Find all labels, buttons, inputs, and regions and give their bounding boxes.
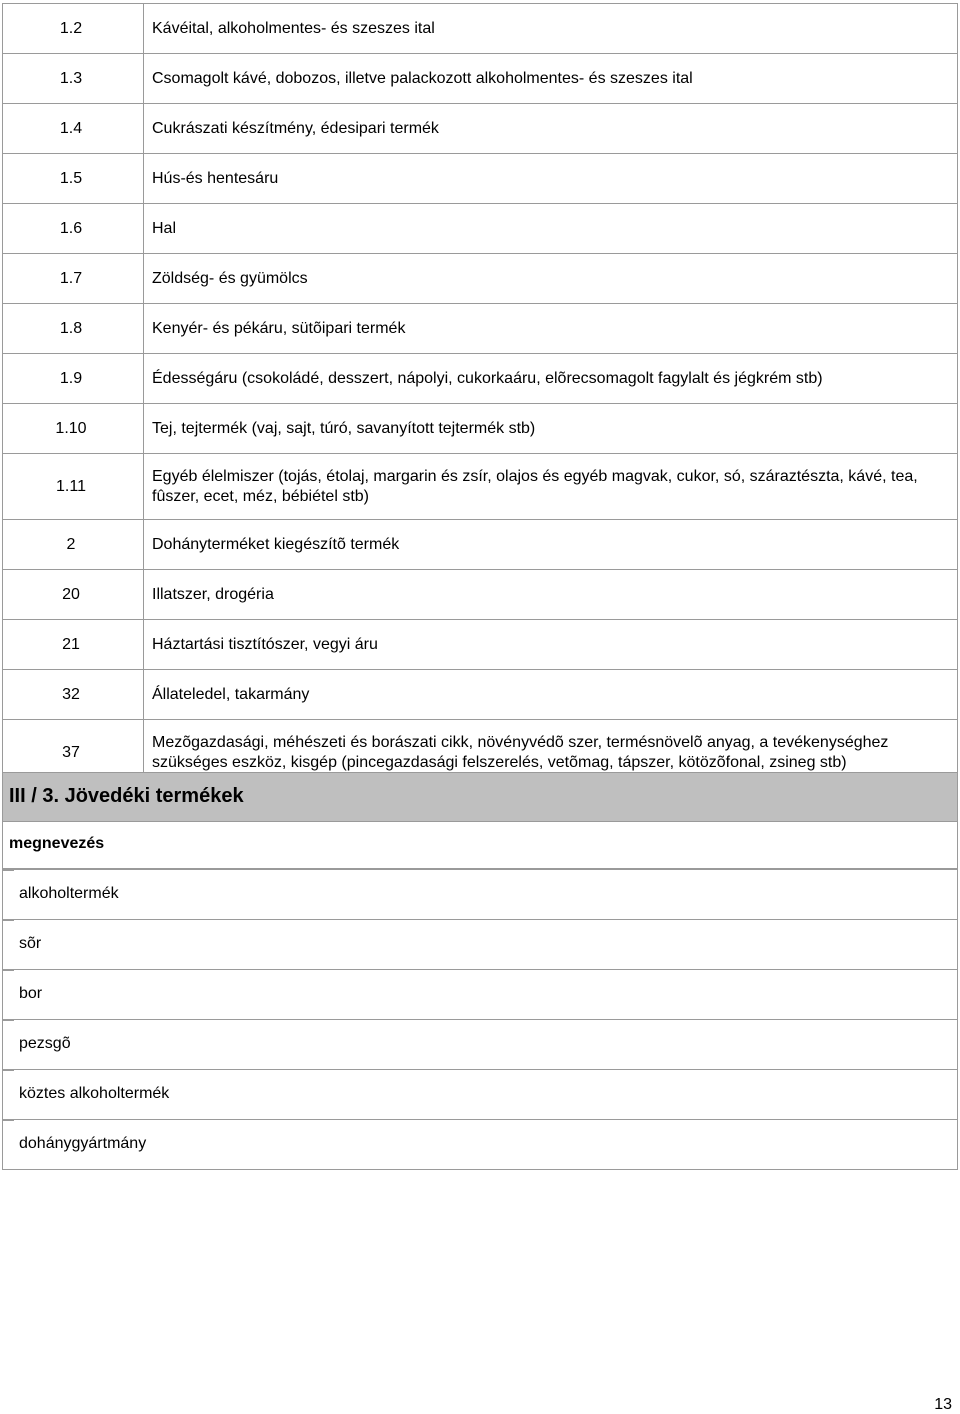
list-item-label: sõr	[19, 935, 42, 952]
category-code: 1.5	[3, 154, 144, 204]
table-row	[3, 154, 958, 204]
list-item	[3, 1019, 957, 1069]
category-code: 1.2	[3, 4, 144, 54]
category-description: Illatszer, drogéria	[144, 570, 958, 620]
category-code: 1.4	[3, 104, 144, 154]
category-code: 37	[3, 720, 144, 786]
category-description: Tej, tejtermék (vaj, sajt, túró, savanyított tejtermék stb)	[144, 404, 958, 454]
category-description: Háztartási tisztítószer, vegyi áru	[144, 620, 958, 670]
excise-product-list	[2, 868, 958, 1170]
category-description: Dohányterméket kiegészítõ termék	[144, 520, 958, 570]
category-code: 1.10	[3, 404, 144, 454]
category-code: 32	[3, 670, 144, 720]
category-table	[2, 3, 958, 786]
category-description: Kenyér- és pékáru, sütõipari termék	[144, 304, 958, 354]
list-item-label: alkoholtermék	[19, 885, 119, 902]
table-row	[3, 204, 958, 254]
row-marker	[3, 1020, 14, 1021]
table-row	[3, 304, 958, 354]
category-code: 2	[3, 520, 144, 570]
page-number: 13	[934, 1396, 952, 1413]
table-row	[3, 254, 958, 304]
category-description: Állateledel, takarmány	[144, 670, 958, 720]
list-item-label: dohánygyártmány	[19, 1135, 147, 1152]
list-item-label: pezsgõ	[19, 1035, 71, 1052]
row-marker	[3, 1070, 14, 1071]
section-header	[2, 772, 958, 822]
category-description: Egyéb élelmiszer (tojás, étolaj, margarin és zsír, olajos és egyéb magvak, cukor, só, száraztészta, kávé, tea, fûszer, ecet, méz, bébiétel stb)	[144, 454, 958, 520]
list-item	[3, 919, 957, 969]
table-row	[3, 4, 958, 54]
category-code: 1.8	[3, 304, 144, 354]
list-item-label: bor	[19, 985, 43, 1002]
row-marker	[3, 1120, 14, 1121]
table-row	[3, 104, 958, 154]
row-marker	[3, 920, 14, 921]
category-code: 1.9	[3, 354, 144, 404]
table-row	[3, 454, 958, 520]
category-description: Édességáru (csokoládé, desszert, nápolyi, cukorkaáru, elõrecsomagolt fagylalt és jégkrém stb)	[144, 354, 958, 404]
row-marker	[3, 970, 14, 971]
table-row	[3, 620, 958, 670]
category-description: Hal	[144, 204, 958, 254]
row-marker	[3, 870, 14, 871]
category-code: 1.7	[3, 254, 144, 304]
column-header	[2, 821, 958, 868]
category-description: Csomagolt kávé, dobozos, illetve palackozott alkoholmentes- és szeszes ital	[144, 54, 958, 104]
list-item	[3, 869, 957, 919]
list-item	[3, 969, 957, 1019]
table-row	[3, 520, 958, 570]
table-row	[3, 54, 958, 104]
list-item	[3, 1069, 957, 1119]
category-code: 20	[3, 570, 144, 620]
category-description: Cukrászati készítmény, édesipari termék	[144, 104, 958, 154]
category-description: Zöldség- és gyümölcs	[144, 254, 958, 304]
category-code: 1.11	[3, 454, 144, 520]
table-row	[3, 570, 958, 620]
table-row	[3, 354, 958, 404]
category-code: 1.3	[3, 54, 144, 104]
list-item	[3, 1119, 957, 1169]
column-header-label: megnevezés	[9, 835, 105, 852]
category-description: Hús-és hentesáru	[144, 154, 958, 204]
category-description: Mezõgazdasági, méhészeti és borászati cikk, növényvédõ szer, termésnövelõ anyag, a tevékenységhez szükséges eszköz, kisgép (pincegazdasági felszerelés, vetõmag, tápszer, kötözõfonal, zsineg stb)	[144, 720, 958, 786]
table-row	[3, 670, 958, 720]
category-code: 21	[3, 620, 144, 670]
category-description: Kávéital, alkoholmentes- és szeszes ital	[144, 4, 958, 54]
list-item-label: köztes alkoholtermék	[19, 1085, 170, 1102]
table-row	[3, 404, 958, 454]
category-code: 1.6	[3, 204, 144, 254]
section-title: III / 3. Jövedéki termékek	[9, 785, 244, 807]
